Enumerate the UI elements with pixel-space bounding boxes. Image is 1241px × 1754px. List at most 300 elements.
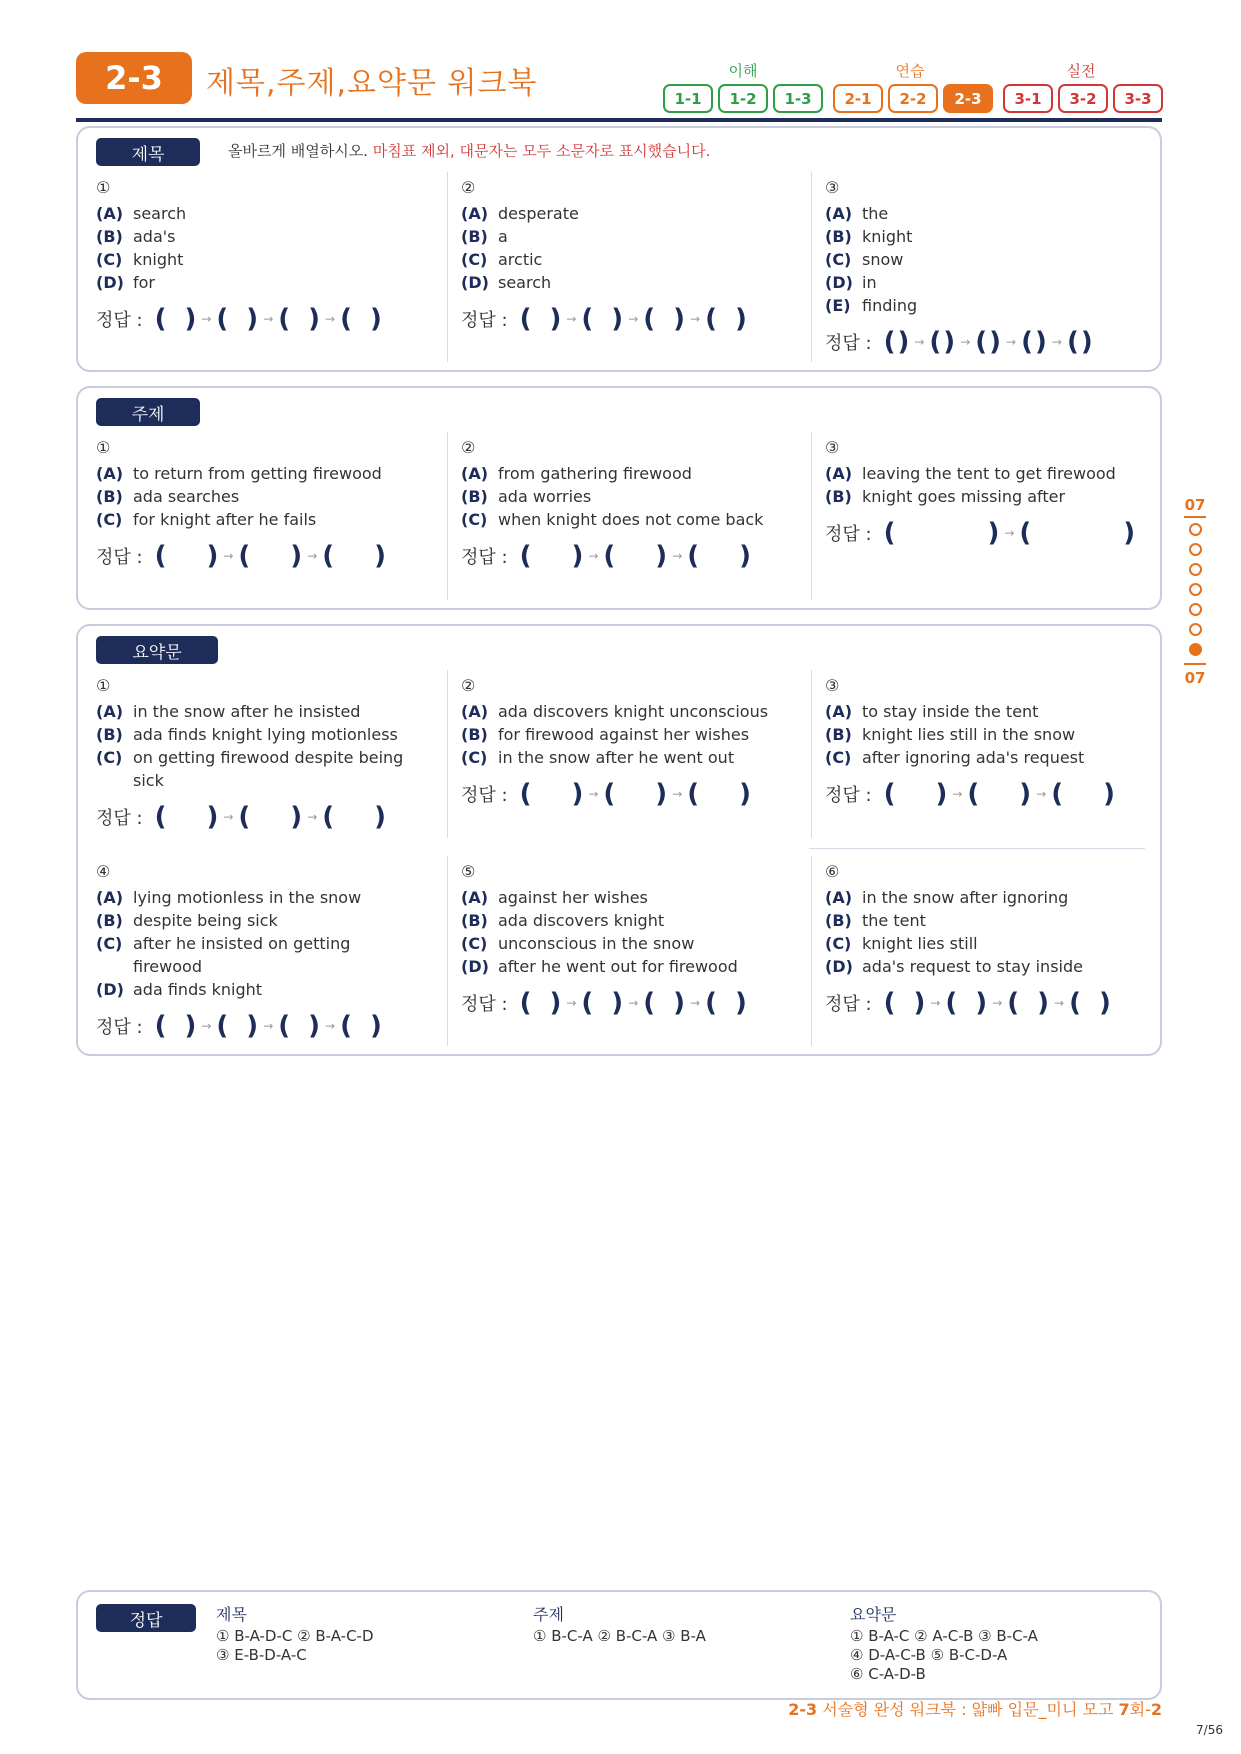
- answer-label: 정답 :: [825, 994, 872, 1015]
- option-text: snow: [862, 250, 904, 269]
- step-1-2[interactable]: 1-2: [718, 84, 768, 113]
- option-text: in: [862, 273, 877, 292]
- answer-paren: (: [238, 541, 251, 571]
- answer-paren: (: [154, 802, 167, 832]
- option-letter: (B): [96, 911, 123, 930]
- progress-dot[interactable]: [1189, 603, 1202, 616]
- answer-paren: ): [374, 802, 387, 832]
- option: [96, 932, 396, 978]
- option: [461, 932, 806, 955]
- answer-paren: (: [154, 541, 167, 571]
- option-text: knight lies still in the snow: [862, 725, 1076, 744]
- option-letter: (C): [96, 510, 123, 529]
- option-text: arctic: [498, 250, 543, 269]
- answer-paren: (: [687, 779, 700, 809]
- side-bar: [1184, 516, 1206, 518]
- section-tag-theme: 주제: [96, 398, 200, 426]
- answer-paren: ): [975, 988, 988, 1018]
- answer-paren: (: [581, 988, 594, 1018]
- answer-paren: (: [519, 779, 532, 809]
- answer-label: 정답 :: [96, 808, 143, 829]
- summary-item-3: [825, 676, 1170, 809]
- item-number: ③: [825, 438, 840, 457]
- option-text: ada worries: [498, 487, 592, 506]
- arrow-icon: →: [914, 335, 925, 349]
- footer-text: 2: [1150, 1700, 1162, 1719]
- answer-paren: ): [1103, 779, 1116, 809]
- option: [825, 202, 1170, 225]
- summary-item-6: [825, 862, 1170, 1018]
- answer-blank[interactable]: [825, 988, 1170, 1018]
- page-header: [76, 52, 1162, 122]
- answer-paren: ): [897, 327, 910, 357]
- option-text: on getting firewood despite being sick: [133, 748, 404, 790]
- answer-paren: ): [206, 802, 219, 832]
- option: [461, 508, 806, 531]
- option-letter: (C): [825, 748, 852, 767]
- option-letter: (D): [461, 957, 489, 976]
- summary-item-1: [96, 676, 441, 832]
- column-divider: [447, 172, 448, 362]
- answer-blank[interactable]: [825, 327, 1170, 357]
- arrow-icon: →: [1054, 996, 1065, 1010]
- answer-paren: (: [643, 304, 656, 334]
- option-text: leaving the tent to get firewood: [862, 464, 1116, 483]
- arrow-icon: →: [690, 996, 701, 1010]
- option-letter: (D): [96, 273, 124, 292]
- option-text: ada discovers knight unconscious: [498, 702, 769, 721]
- answer-blank[interactable]: [96, 1011, 441, 1041]
- progress-dot-active[interactable]: [1189, 643, 1202, 656]
- answer-paren: ): [246, 1011, 259, 1041]
- option: [461, 248, 806, 271]
- answer-paren: ): [987, 518, 1000, 548]
- option: [461, 700, 806, 723]
- option-text: knight: [862, 227, 913, 246]
- column-divider: [811, 172, 812, 362]
- option-text: in the snow after he went out: [498, 748, 735, 767]
- answer-paren: ): [184, 1011, 197, 1041]
- option-letter: (C): [96, 250, 123, 269]
- side-page-number-top: 07: [1184, 496, 1206, 514]
- answer-key-title: [216, 1602, 516, 1665]
- option: [825, 886, 1170, 909]
- answer-paren: ): [1123, 518, 1136, 548]
- option-letter: (A): [96, 464, 124, 483]
- answer-paren: (: [154, 304, 167, 334]
- answer-label: 정답 :: [825, 524, 872, 545]
- answer-paren: (: [603, 541, 616, 571]
- answer-paren: (: [1019, 518, 1032, 548]
- item-number: ②: [461, 676, 476, 695]
- arrow-icon: →: [307, 810, 318, 824]
- answer-paren: ): [549, 304, 562, 334]
- answer-paren: ): [655, 779, 668, 809]
- option: [825, 723, 1170, 746]
- column-divider: [447, 670, 448, 838]
- option-letter: (C): [825, 250, 852, 269]
- step-1-3[interactable]: 1-3: [773, 84, 823, 113]
- item-number: ①: [96, 178, 111, 197]
- answer-paren: ): [369, 304, 382, 334]
- option-letter: (C): [96, 934, 123, 953]
- option-text: after he went out for firewood: [498, 957, 738, 976]
- option-letter: (A): [825, 888, 853, 907]
- answer-paren: (: [581, 304, 594, 334]
- side-page-nav: [1180, 496, 1210, 687]
- answer-paren: ): [611, 988, 624, 1018]
- answer-label: 정답 :: [461, 785, 508, 806]
- answer-key-line: ① B-A-D-C ② B-A-C-D: [216, 1627, 374, 1645]
- answer-paren: (: [1051, 779, 1064, 809]
- option: [461, 485, 806, 508]
- item-number: ③: [825, 178, 840, 197]
- arrow-icon: →: [690, 312, 701, 326]
- theme-item-1: [96, 438, 441, 571]
- option: [825, 271, 1170, 294]
- option-letter: (B): [96, 227, 123, 246]
- answer-paren: ): [673, 988, 686, 1018]
- option: [825, 700, 1170, 723]
- answer-paren: (: [929, 327, 942, 357]
- option-letter: (A): [461, 204, 489, 223]
- option-text: knight goes missing after: [862, 487, 1066, 506]
- option: [96, 271, 441, 294]
- footer-title: [788, 1697, 1162, 1720]
- option-text: for: [133, 273, 155, 292]
- summary-item-2: [461, 676, 806, 809]
- title-panel: [76, 126, 1162, 372]
- option-letter: (B): [461, 227, 488, 246]
- arrow-icon: →: [960, 335, 971, 349]
- option-letter: (C): [96, 748, 123, 767]
- answer-key-theme: [533, 1602, 833, 1646]
- answer-blank[interactable]: [461, 779, 806, 809]
- progress-dot[interactable]: [1189, 563, 1202, 576]
- group-label-real: 실전: [1066, 62, 1096, 80]
- option-text: a: [498, 227, 508, 246]
- option: [825, 932, 1170, 955]
- arrow-icon: →: [628, 996, 639, 1010]
- summary-item-5: [461, 862, 806, 1018]
- option: [96, 485, 441, 508]
- arrow-icon: →: [672, 787, 683, 801]
- option-text: after ignoring ada's request: [862, 748, 1085, 767]
- item-number: ④: [96, 862, 111, 881]
- progress-dot[interactable]: [1189, 583, 1202, 596]
- answer-paren: ): [206, 541, 219, 571]
- page-number: 7/56: [1196, 1723, 1223, 1737]
- arrow-icon: →: [588, 549, 599, 563]
- answer-paren: ): [1098, 988, 1111, 1018]
- side-bar: [1184, 663, 1206, 665]
- option: [825, 462, 1170, 485]
- column-divider: [811, 856, 812, 1046]
- answer-key-line: ① B-A-C ② A-C-B ③ B-C-A: [850, 1627, 1038, 1645]
- option-letter: (A): [461, 702, 489, 721]
- answer-blank[interactable]: [825, 779, 1170, 809]
- option: [461, 886, 806, 909]
- option-letter: (B): [96, 487, 123, 506]
- item-number: ⑤: [461, 862, 476, 881]
- option: [96, 978, 441, 1001]
- arrow-icon: →: [1036, 787, 1047, 801]
- answer-paren: (: [216, 304, 229, 334]
- answer-key-line: ④ D-A-C-B ⑤ B-C-D-A: [850, 1646, 1008, 1664]
- option-text: search: [133, 204, 187, 223]
- arrow-icon: →: [566, 312, 577, 326]
- answer-key-heading: 주제: [533, 1605, 564, 1624]
- answer-paren: ): [571, 541, 584, 571]
- section-badge: 2-3: [76, 52, 192, 104]
- answer-key-summary: [850, 1602, 1150, 1684]
- option-text: knight lies still: [862, 934, 978, 953]
- row-divider: [809, 848, 1145, 849]
- option: [461, 723, 806, 746]
- answer-label: 정답 :: [461, 310, 508, 331]
- answer-paren: ): [935, 779, 948, 809]
- option-letter: (D): [825, 273, 853, 292]
- step-2-3[interactable]: 2-3: [943, 84, 993, 113]
- answer-paren: ): [246, 304, 259, 334]
- arrow-icon: →: [201, 312, 212, 326]
- group-label-practice: 연습: [895, 62, 925, 80]
- option-text: the: [862, 204, 889, 223]
- step-3-3[interactable]: 3-3: [1113, 84, 1163, 113]
- answer-paren: (: [883, 779, 896, 809]
- answer-paren: ): [989, 327, 1002, 357]
- answer-paren: (: [975, 327, 988, 357]
- answer-paren: (: [1069, 988, 1081, 1018]
- option-text: to return from getting firewood: [133, 464, 382, 483]
- answer-paren: ): [549, 988, 562, 1018]
- option: [461, 225, 806, 248]
- answer-blank[interactable]: [96, 802, 441, 832]
- progress-dot[interactable]: [1189, 623, 1202, 636]
- answer-paren: ): [308, 1011, 321, 1041]
- answer-key-line: ⑥ C-A-D-B: [850, 1665, 926, 1683]
- option: [96, 462, 441, 485]
- answer-paren: ): [308, 304, 321, 334]
- step-1-1[interactable]: 1-1: [663, 84, 713, 113]
- theme-item-3: [825, 438, 1170, 548]
- option: [825, 225, 1170, 248]
- answer-paren: ): [290, 802, 303, 832]
- instruction: [228, 140, 710, 161]
- option: [461, 271, 806, 294]
- column-divider: [811, 432, 812, 600]
- side-page-number-bottom: 07: [1184, 669, 1206, 687]
- answer-paren: (: [154, 1011, 167, 1041]
- answer-paren: ): [369, 1011, 382, 1041]
- answer-paren: (: [643, 988, 656, 1018]
- answer-paren: ): [1080, 327, 1093, 357]
- option-letter: (C): [461, 748, 488, 767]
- option-letter: (A): [96, 702, 124, 721]
- option-text: the tent: [862, 911, 926, 930]
- option: [96, 723, 441, 746]
- header-divider: [76, 118, 1162, 122]
- option: [96, 700, 441, 723]
- footer-text: 회-: [1129, 1700, 1151, 1719]
- answer-blank[interactable]: [96, 541, 441, 571]
- progress-dot[interactable]: [1189, 543, 1202, 556]
- item-number: ⑥: [825, 862, 840, 881]
- answer-paren: ): [739, 779, 752, 809]
- answer-blank[interactable]: [461, 304, 806, 334]
- answer-paren: ): [1019, 779, 1032, 809]
- answer-paren: (: [883, 518, 896, 548]
- answer-paren: (: [519, 304, 532, 334]
- summary-item-4: [96, 862, 441, 1041]
- answer-label: 정답 :: [96, 1017, 143, 1038]
- option: [96, 886, 441, 909]
- arrow-icon: →: [263, 312, 274, 326]
- summary-panel: [76, 624, 1162, 1056]
- option: [825, 909, 1170, 932]
- section-tag-summary: 요약문: [96, 636, 218, 664]
- column-divider: [811, 670, 812, 838]
- arrow-icon: →: [1004, 526, 1015, 540]
- answer-paren: (: [883, 988, 896, 1018]
- arrow-icon: →: [325, 312, 336, 326]
- answer-paren: ): [611, 304, 624, 334]
- answer-paren: (: [322, 541, 335, 571]
- answer-paren: (: [340, 304, 352, 334]
- answer-paren: ): [913, 988, 926, 1018]
- step-3-2[interactable]: 3-2: [1058, 84, 1108, 113]
- footer-text: 2-3: [788, 1700, 818, 1719]
- answer-paren: (: [519, 988, 532, 1018]
- option-text: ada discovers knight: [498, 911, 665, 930]
- option-text: for knight after he fails: [133, 510, 317, 529]
- arrow-icon: →: [992, 996, 1003, 1010]
- option-letter: (D): [825, 957, 853, 976]
- option-letter: (B): [825, 911, 852, 930]
- arrow-icon: →: [223, 549, 234, 563]
- option: [825, 955, 1170, 978]
- answer-paren: (: [340, 1011, 352, 1041]
- option: [461, 909, 806, 932]
- answer-paren: (: [603, 779, 616, 809]
- option-letter: (A): [825, 464, 853, 483]
- option-letter: (A): [825, 702, 853, 721]
- title-item-1: [96, 178, 441, 334]
- option: [461, 462, 806, 485]
- option-text: for firewood against her wishes: [498, 725, 750, 744]
- column-divider: [447, 856, 448, 1046]
- answer-paren: ): [655, 541, 668, 571]
- option: [461, 202, 806, 225]
- page-title: 제목,주제,요약문 워크북: [206, 66, 538, 101]
- answer-paren: (: [322, 802, 335, 832]
- option: [825, 485, 1170, 508]
- item-number: ③: [825, 676, 840, 695]
- option-letter: (B): [825, 227, 852, 246]
- arrow-icon: →: [325, 1019, 336, 1033]
- answer-paren: ): [739, 541, 752, 571]
- answer-blank[interactable]: [96, 304, 441, 334]
- item-number: ②: [461, 438, 476, 457]
- arrow-icon: →: [263, 1019, 274, 1033]
- option-letter: (E): [825, 296, 851, 315]
- answer-label: 정답 :: [96, 547, 143, 568]
- answer-paren: (: [705, 988, 717, 1018]
- option-text: ada's request to stay inside: [862, 957, 1083, 976]
- answer-key-line: ③ E-B-D-A-C: [216, 1646, 307, 1664]
- arrow-icon: →: [628, 312, 639, 326]
- option-text: ada finds knight lying motionless: [133, 725, 398, 744]
- option-letter: (C): [825, 934, 852, 953]
- title-item-3: [825, 178, 1170, 357]
- arrow-icon: →: [930, 996, 941, 1010]
- answer-paren: (: [687, 541, 700, 571]
- arrow-icon: →: [201, 1019, 212, 1033]
- answer-label: 정답 :: [461, 547, 508, 568]
- item-number: ②: [461, 178, 476, 197]
- answer-paren: (: [945, 988, 958, 1018]
- answer-paren: ): [1037, 988, 1050, 1018]
- answer-paren: (: [519, 541, 532, 571]
- option-letter: (B): [461, 911, 488, 930]
- theme-panel: [76, 386, 1162, 610]
- answer-paren: (: [238, 802, 251, 832]
- option-text: to stay inside the tent: [862, 702, 1039, 721]
- answer-paren: (: [216, 1011, 229, 1041]
- answer-paren: ): [184, 304, 197, 334]
- option-letter: (B): [461, 725, 488, 744]
- footer-text: 서술형 완성 워크북 : 얇빠 입문_미니 모고: [817, 1700, 1119, 1719]
- answer-label: 정답 :: [96, 310, 143, 331]
- answer-blank[interactable]: [461, 988, 806, 1018]
- theme-item-2: [461, 438, 806, 571]
- answer-paren: ): [571, 779, 584, 809]
- option-text: ada finds knight: [133, 980, 263, 999]
- arrow-icon: →: [1051, 335, 1062, 349]
- option-text: from gathering firewood: [498, 464, 692, 483]
- answer-paren: (: [278, 1011, 291, 1041]
- answer-key-panel: [76, 1590, 1162, 1700]
- option-letter: (A): [461, 464, 489, 483]
- option-letter: (B): [461, 487, 488, 506]
- option-letter: (C): [461, 510, 488, 529]
- answer-paren: (: [967, 779, 980, 809]
- option: [96, 225, 441, 248]
- footer-text: 7: [1118, 1700, 1130, 1719]
- step-2-2[interactable]: 2-2: [888, 84, 938, 113]
- step-2-1[interactable]: 2-1: [833, 84, 883, 113]
- progress-dot[interactable]: [1189, 523, 1202, 536]
- option-letter: (B): [825, 487, 852, 506]
- answer-paren: (: [705, 304, 717, 334]
- answer-paren: (: [883, 327, 896, 357]
- answer-blank[interactable]: [825, 518, 1170, 548]
- answer-paren: (: [1066, 327, 1079, 357]
- option-text: knight: [133, 250, 184, 269]
- option-text: search: [498, 273, 552, 292]
- arrow-icon: →: [588, 787, 599, 801]
- answer-paren: ): [374, 541, 387, 571]
- option-letter: (C): [461, 934, 488, 953]
- answer-key-heading: 요약문: [850, 1605, 897, 1624]
- answer-paren: ): [1034, 327, 1047, 357]
- group-label-understand: 이해: [728, 62, 758, 80]
- option: [825, 746, 1170, 769]
- instruction-text: 올바르게 배열하시오.: [228, 142, 368, 160]
- option-text: lying motionless in the snow: [133, 888, 362, 907]
- answer-blank[interactable]: [461, 541, 806, 571]
- step-3-1[interactable]: 3-1: [1003, 84, 1053, 113]
